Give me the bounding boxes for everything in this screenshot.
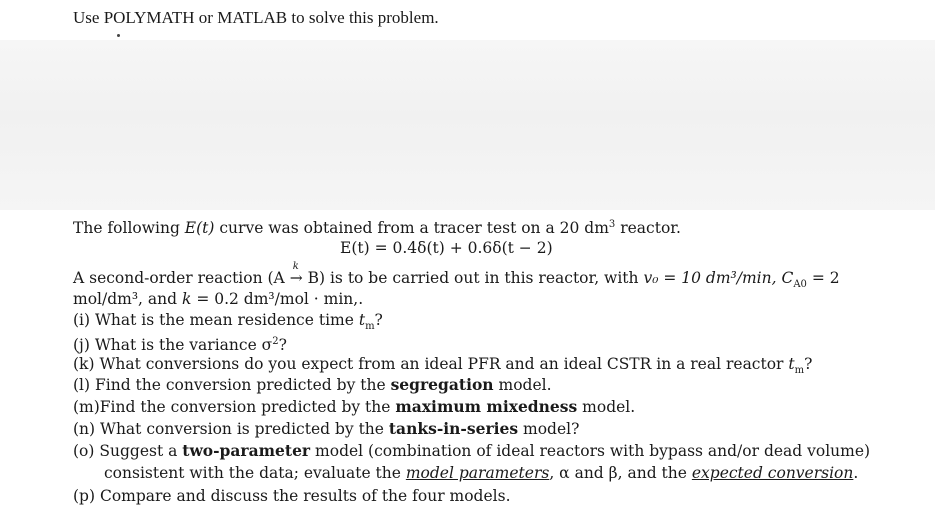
reaction-line-2 bbox=[73, 289, 363, 309]
question-post: ? bbox=[374, 311, 383, 329]
arrow-glyph: → bbox=[289, 269, 303, 287]
reaction-post: B) is to be carried out in this reactor, with bbox=[302, 269, 644, 287]
question-n bbox=[73, 419, 579, 439]
question-post: model? bbox=[518, 420, 580, 438]
question-label: (j) bbox=[73, 336, 90, 355]
question-label: (m) bbox=[73, 398, 100, 416]
question-label: (n) bbox=[73, 420, 96, 438]
question-l bbox=[73, 375, 552, 395]
reaction-arrow bbox=[289, 261, 303, 288]
question-label: (i) bbox=[73, 311, 91, 329]
question-text: What is the variance σ bbox=[94, 336, 273, 355]
question-text: What is the mean residence time bbox=[95, 311, 359, 329]
question-text: Compare and discuss the results of the four models. bbox=[99, 487, 511, 505]
question-label: (p) bbox=[73, 487, 96, 505]
question-text: Find the conversion predicted by the bbox=[99, 398, 396, 416]
reaction-line2-post: = 0.2 dm³/mol · min,. bbox=[191, 290, 364, 308]
question-sub: m bbox=[794, 365, 805, 377]
question-post: ? bbox=[278, 336, 287, 355]
question-sub: m bbox=[365, 321, 375, 333]
question-post: model (combination of ideal reactors with bypass and/or dead volume) bbox=[310, 442, 871, 460]
question-post: model. bbox=[577, 398, 636, 416]
question-text: What conversions do you expect from an ideal PFR and an ideal CSTR in a real reactor bbox=[99, 355, 789, 373]
question-bold: tanks-in-series bbox=[388, 419, 519, 438]
question-j bbox=[73, 332, 287, 355]
question-text: Find the conversion predicted by the bbox=[95, 376, 391, 394]
intro-sup: 3 bbox=[608, 219, 616, 230]
problem-header: Use POLYMATH or MATLAB to solve this problem. bbox=[73, 8, 439, 27]
reaction-line2-pre: mol/dm³, and bbox=[73, 290, 182, 308]
question-m bbox=[73, 397, 635, 417]
question-text: What conversion is predicted by the bbox=[100, 420, 389, 438]
question-label: (l) bbox=[73, 376, 91, 394]
ca0-subscript: A0 bbox=[793, 279, 807, 291]
intro-et: E(t) bbox=[184, 219, 215, 238]
question-bold: two-parameter bbox=[182, 441, 311, 460]
stray-dot bbox=[117, 34, 120, 37]
question-sup: 2 bbox=[272, 336, 279, 347]
intro-text bbox=[73, 215, 681, 238]
question-bold: segregation bbox=[390, 375, 494, 394]
expected-conversion-underlined: expected conversion bbox=[691, 464, 854, 482]
ca0-symbol: C bbox=[781, 269, 794, 287]
et-equation: E(t) = 0.4δ(t) + 0.6δ(t − 2) bbox=[340, 239, 553, 257]
rate-constant-label: k bbox=[292, 261, 299, 272]
intro-pre: The following bbox=[73, 219, 185, 238]
question-label: (o) bbox=[73, 442, 95, 460]
question-post: ? bbox=[804, 355, 813, 373]
reaction-pre: A second-order reaction (A bbox=[73, 269, 290, 287]
model-parameters-underlined: model parameters bbox=[405, 464, 550, 482]
cont-mid: , α and β, and the bbox=[549, 464, 692, 482]
question-var: t bbox=[358, 311, 366, 329]
intro-post: reactor. bbox=[615, 219, 681, 238]
question-o-continued bbox=[104, 463, 858, 483]
question-text: Suggest a bbox=[99, 442, 183, 460]
ca0-value: = 2 bbox=[806, 269, 840, 287]
blurred-region bbox=[0, 40, 935, 210]
cont-pre: consistent with the data; evaluate the bbox=[104, 464, 406, 482]
question-var: t bbox=[788, 355, 795, 373]
intro-mid: curve was obtained from a tracer test on a 20 dm bbox=[214, 219, 609, 238]
question-p bbox=[73, 486, 511, 506]
question-bold: maximum mixedness bbox=[395, 397, 578, 416]
question-o bbox=[73, 441, 870, 461]
question-post: model. bbox=[493, 376, 552, 394]
k-variable: k bbox=[181, 290, 192, 308]
question-label: (k) bbox=[73, 355, 95, 373]
flow-rate: v₀ = 10 dm³/min, bbox=[643, 269, 782, 287]
cont-post: . bbox=[853, 464, 859, 482]
